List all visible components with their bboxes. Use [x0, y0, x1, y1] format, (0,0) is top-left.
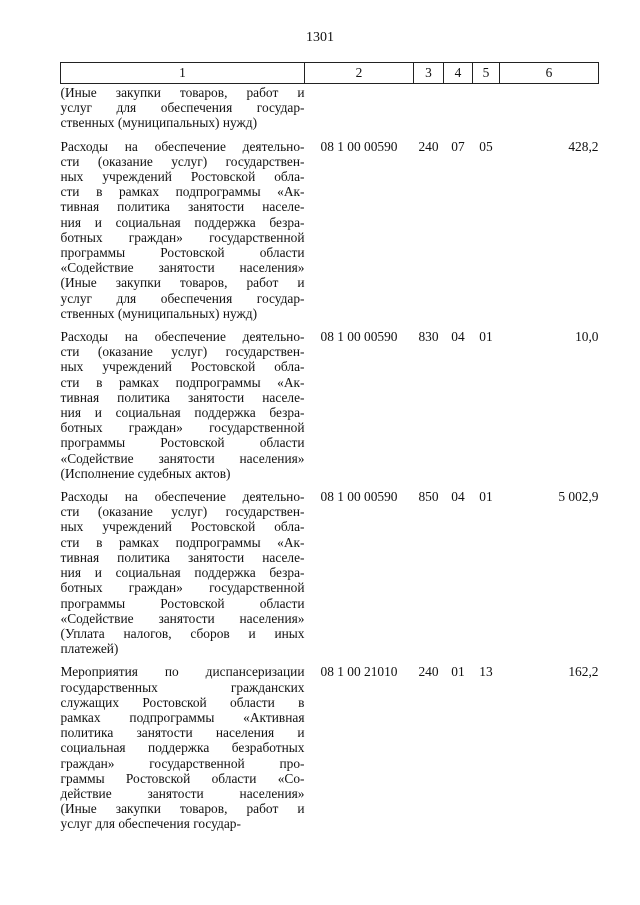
row-description: [61, 321, 305, 481]
column-header-1: 1: [61, 63, 305, 84]
description-line: ных учреждений Ростовской обла-: [60, 359, 305, 375]
row-description: [61, 84, 305, 131]
table-header: [61, 63, 599, 84]
description-line: услуг для обеспечения государ-: [60, 816, 241, 832]
description-line: ных учреждений Ростовской обла-: [60, 519, 305, 535]
description-line: ния и социальная поддержка безра-: [60, 565, 305, 581]
subsection-code: 13: [479, 664, 493, 680]
description-line: (Иные закупки товаров, работ и: [60, 275, 305, 291]
description-line: «Содействие занятости населения»: [60, 610, 305, 626]
description-line: граммы Ростовской области «Со-: [60, 770, 305, 786]
target-article-code: 08 1 00 00590: [320, 138, 398, 154]
description-line: Расходы на обеспечение деятельно-: [60, 489, 305, 505]
target-article-code: 08 1 00 21010: [320, 664, 398, 680]
description-line: «Содействие занятости населения»: [60, 450, 305, 466]
description-line: граждан» государственной про-: [60, 755, 305, 771]
description-line: Мероприятия по диспансеризации: [60, 664, 305, 680]
section-code: [444, 84, 473, 131]
description-line: ственных (муниципальных) нужд): [60, 115, 258, 131]
description-line: услуг для обеспечения государ-: [60, 100, 305, 116]
target-article-code: 08 1 00 00590: [320, 489, 398, 505]
description-line: сти в рамках подпрограммы «Ак-: [60, 374, 305, 390]
row-description: [61, 131, 305, 321]
description-line: программы Ростовской области: [60, 595, 305, 611]
description-line: действие занятости населения»: [60, 785, 305, 801]
description-line: платежей): [60, 641, 119, 657]
description-line: тивная политика занятости населе-: [60, 549, 305, 565]
column-header-5: 5: [473, 63, 500, 84]
description-line: государственных гражданских: [60, 679, 305, 695]
description-line: ботных граждан» государственной: [60, 420, 305, 436]
table-body: [61, 84, 599, 832]
description-line: сти в рамках подпрограммы «Ак-: [60, 534, 305, 550]
row-description: [61, 481, 305, 656]
amount: [500, 84, 599, 131]
description-line: Расходы на обеспечение деятельно-: [60, 138, 305, 154]
subsection-code: 05: [479, 138, 493, 154]
description-line: ния и социальная поддержка безра-: [60, 405, 305, 421]
description-line: сти (оказание услуг) государствен-: [60, 344, 305, 360]
amount: 428,2: [568, 138, 599, 154]
column-header-3: 3: [414, 63, 444, 84]
expense-type-code: 240: [418, 664, 439, 680]
description-line: (Уплата налогов, сборов и иных: [60, 625, 305, 641]
description-line: программы Ростовской области: [60, 435, 305, 451]
description-line: сти (оказание услуг) государствен-: [60, 153, 305, 169]
section-code: 01: [451, 664, 465, 680]
description-line: рамках подпрограммы «Активная: [60, 709, 305, 725]
description-line: сти (оказание услуг) государствен-: [60, 504, 305, 520]
description-line: тивная политика занятости населе-: [60, 389, 305, 405]
page-number: 1301: [306, 30, 334, 45]
expense-type-code: [414, 84, 444, 131]
table-row: [61, 84, 599, 131]
description-line: ных учреждений Ростовской обла-: [60, 169, 305, 185]
section-code: 04: [451, 329, 465, 345]
description-line: ственных (муниципальных) нужд): [60, 305, 258, 321]
description-line: программы Ростовской области: [60, 245, 305, 261]
expense-type-code: 850: [418, 489, 439, 505]
subsection-code: 01: [479, 329, 493, 345]
section-code: 07: [451, 138, 465, 154]
section-code: 04: [451, 489, 465, 505]
target-article-code: 08 1 00 00590: [320, 329, 398, 345]
subsection-code: 01: [479, 489, 493, 505]
description-line: Расходы на обеспечение деятельно-: [60, 329, 305, 345]
target-article-code: [305, 84, 414, 131]
description-line: услуг для обеспечения государ-: [60, 290, 305, 306]
description-line: тивная политика занятости населе-: [60, 199, 305, 215]
table-row: [61, 481, 599, 656]
column-header-2: 2: [305, 63, 414, 84]
description-line: (Исполнение судебных актов): [60, 465, 231, 481]
budget-table: [60, 62, 599, 832]
description-line: (Иные закупки товаров, работ и: [60, 801, 305, 817]
description-line: социальная поддержка безработных: [60, 740, 305, 756]
table-row: [61, 656, 599, 831]
amount: 5 002,9: [558, 489, 599, 505]
description-line: политика занятости населения и: [60, 725, 305, 741]
description-line: (Иные закупки товаров, работ и: [60, 85, 305, 100]
column-header-4: 4: [444, 63, 473, 84]
table-row: [61, 321, 599, 481]
description-line: ботных граждан» государственной: [60, 580, 305, 596]
row-description: [61, 656, 305, 831]
table-row: [61, 131, 599, 321]
description-line: ботных граждан» государственной: [60, 229, 305, 245]
description-line: ния и социальная поддержка безра-: [60, 214, 305, 230]
description-line: «Содействие занятости населения»: [60, 260, 305, 276]
description-line: сти в рамках подпрограммы «Ак-: [60, 184, 305, 200]
amount: 162,2: [568, 664, 599, 680]
subsection-code: [473, 84, 500, 131]
expense-type-code: 240: [418, 138, 439, 154]
column-header-6: 6: [500, 63, 599, 84]
amount: 10,0: [575, 329, 599, 345]
description-line: служащих Ростовской области в: [60, 694, 305, 710]
expense-type-code: 830: [418, 329, 439, 345]
